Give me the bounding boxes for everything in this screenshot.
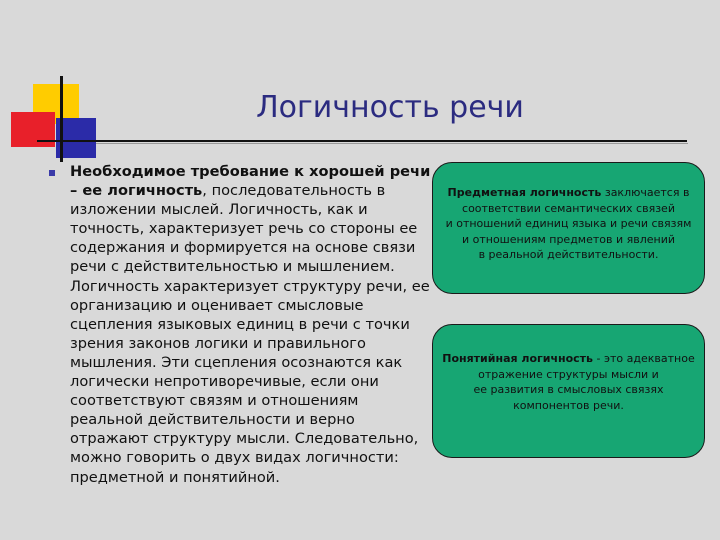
body-paragraph — [70, 162, 435, 487]
body-bold-lead-2: – ее логичность — [70, 182, 203, 200]
title-underline-shadow — [96, 143, 688, 144]
subject-logic-box — [432, 162, 705, 294]
deco-vertical-line — [60, 76, 63, 162]
subject-logic-line-2: соответствии семантических связей — [462, 201, 675, 215]
concept-logic-line-3: ее развития в смысловых связях — [473, 383, 664, 396]
subject-logic-term: Предметная логичность — [447, 186, 602, 200]
concept-logic-line-4: компонентов речи. — [513, 398, 624, 412]
concept-logic-term: Понятийная логичность — [442, 352, 594, 365]
subject-logic-line-4: и отношениям предметов и явлений — [461, 232, 676, 246]
body-bold-lead-1: Необходимое требование к хорошей речи — [70, 163, 431, 180]
subject-logic-text-1: заключается в — [601, 186, 690, 200]
slide-title: Логичность речи — [256, 90, 524, 125]
concept-logic-line-1 — [433, 351, 704, 367]
subject-logic-line-1 — [433, 185, 704, 201]
title-underline — [37, 140, 687, 142]
concept-logic-text-1: - это адекватное — [593, 352, 695, 365]
body-rest: , последовательность в изложении мыслей. Логичность, как и точность, характеризует речь со стороны ее содержания и формируется на основе связи речи с действительностью и мышлением. Логичность характеризует структуру речи, ее организацию и оценивает смысловые сцепления языковых единиц в речи с точки зрения законов логики и правильного мышления. Эти сцепления осознаются как логически непротиворечивые, если они соответствуют связям и отношениям реальной действительности и верно отражают структуру мысли. Следовательно, можно говорить о двух видах логичности: предметной и понятийной. — [70, 182, 430, 486]
concept-logic-line-2: отражение структуры мысли и — [478, 367, 659, 381]
subject-logic-line-3: и отношений единиц языка и речи связям — [445, 217, 692, 231]
subject-logic-line-5: в реальной действительности. — [478, 248, 659, 262]
bullet-icon — [49, 170, 55, 176]
concept-logic-box — [432, 324, 705, 458]
